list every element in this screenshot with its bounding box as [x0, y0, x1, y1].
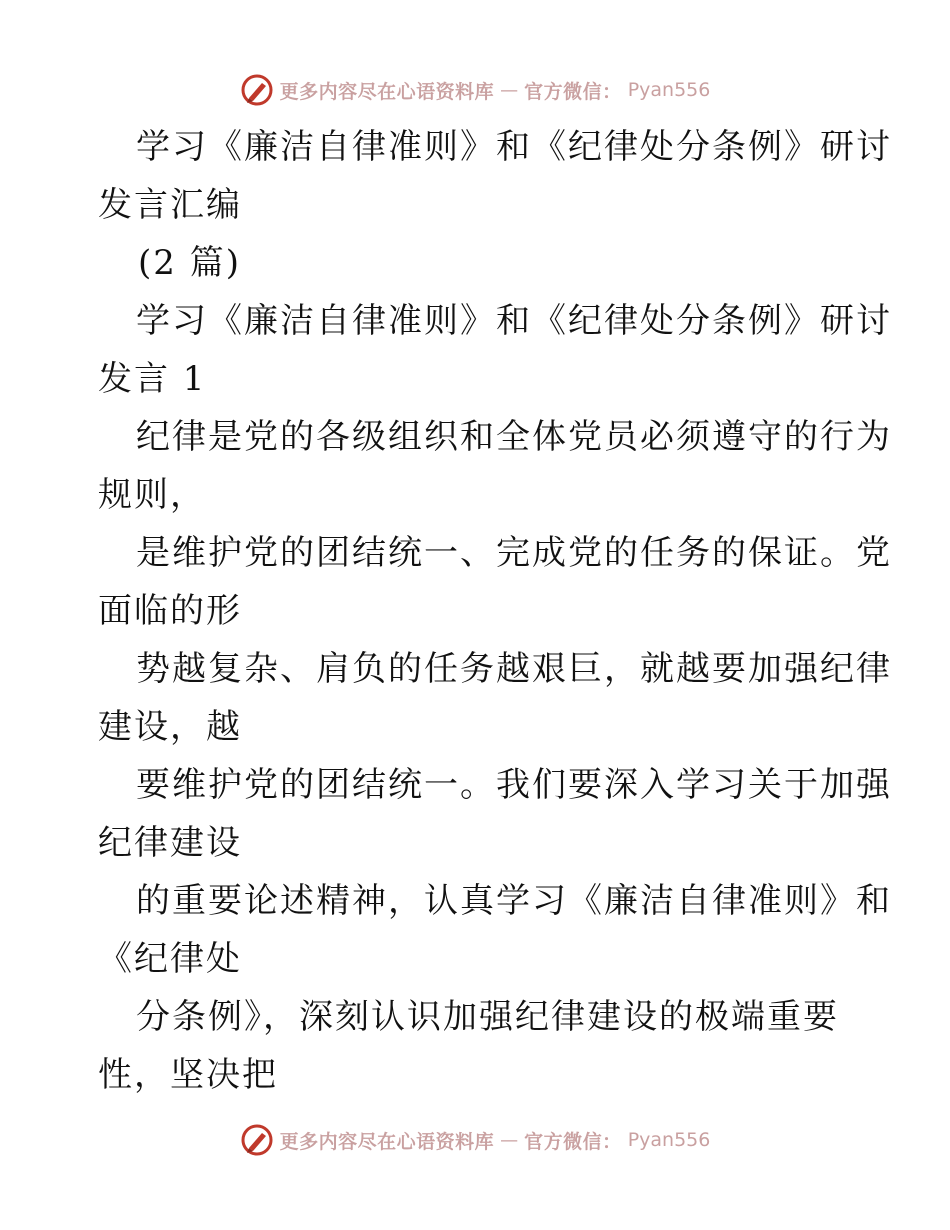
paragraph-line: 面临的形: [98, 591, 242, 631]
banner-wechat-label: 官方微信：: [524, 1130, 622, 1153]
banner-account: Pyan556: [627, 1129, 711, 1151]
paragraph-line: 纪律是党的各级组织和全体党员必须遵守的行为: [136, 417, 892, 457]
paragraph-line: 要维护党的团结统一。我们要深入学习关于加强: [136, 765, 892, 805]
section-title-line-1: 学习《廉洁自律准则》和《纪律处分条例》研讨: [136, 301, 892, 341]
paragraph-line: 规则，: [98, 475, 206, 515]
header-watermark-banner: [0, 70, 950, 110]
banner-account: Pyan556: [627, 79, 711, 101]
paragraph-line: 建设，越: [98, 707, 242, 747]
pen-logo-icon: [240, 1123, 274, 1157]
paragraph-line: 《纪律处: [98, 939, 242, 979]
paragraph-line: 是维护党的团结统一、完成党的任务的保证。党: [136, 533, 892, 573]
banner-site-text: 更多内容尽在心语资料库: [279, 1130, 495, 1153]
banner-site-text: 更多内容尽在心语资料库: [279, 80, 495, 103]
paragraph-line: 势越复杂、肩负的任务越艰巨，就越要加强纪律: [136, 649, 892, 689]
pen-logo-icon: [240, 73, 274, 107]
document-body: [98, 118, 892, 1104]
footer-watermark-banner: [0, 1120, 950, 1160]
paragraph-line: 分条例》，深刻认识加强纪律建设的极端重要: [136, 997, 839, 1037]
paragraph-line: 性，坚决把: [98, 1055, 278, 1095]
paragraph-line: 纪律建设: [98, 823, 242, 863]
banner-separator: —: [500, 79, 519, 101]
doc-title-line-2: 发言汇编: [98, 185, 242, 225]
banner-wechat-label: 官方微信：: [524, 80, 622, 103]
section-title-line-2: 发言 1: [98, 359, 207, 399]
banner-separator: —: [500, 1129, 519, 1151]
doc-title-line-1: 学习《廉洁自律准则》和《纪律处分条例》研讨: [136, 127, 892, 167]
doc-subtitle-count: (2 篇): [138, 243, 241, 283]
paragraph-line: 的重要论述精神，认真学习《廉洁自律准则》和: [136, 881, 892, 921]
